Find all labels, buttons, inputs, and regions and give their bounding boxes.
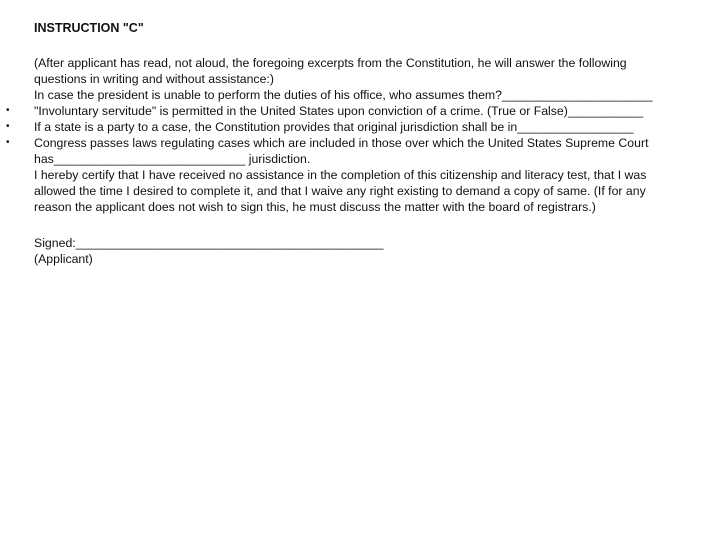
question-list — [6, 103, 684, 167]
intro-line: (After applicant has read, not aloud, the foregoing excerpts from the Constitution, he will answer the following — [34, 56, 627, 70]
question-text: has____________________________ jurisdiction. — [34, 152, 311, 166]
certification-line: allowed the time I desired to complete it, and that I waive any right existing to demand a copy of same. (If for any — [34, 184, 646, 198]
bullet-icon: • — [6, 137, 10, 148]
question-text: Congress passes laws regulating cases which are included in those over which the United States Supreme Court — [34, 136, 649, 150]
signature-block — [34, 235, 684, 267]
bullet-icon: • — [6, 121, 10, 132]
page-title: INSTRUCTION "C" — [34, 21, 144, 35]
certification-paragraph — [34, 167, 684, 215]
question-item — [6, 119, 684, 135]
intro-paragraph — [34, 55, 684, 103]
question-text: "Involuntary servitude" is permitted in the United States upon conviction of a crime. (True or False)___________ — [34, 104, 644, 118]
instruction-body — [6, 55, 684, 267]
bullet-icon: • — [6, 105, 10, 116]
intro-line: questions in writing and without assistance:) — [34, 72, 274, 86]
certification-line: reason the applicant does not wish to sign this, he must discuss the matter with the board of registrars.) — [34, 200, 596, 214]
question-item — [6, 135, 684, 167]
signature-line: Signed:_____________________________________________ — [34, 236, 384, 250]
certification-line: I hereby certify that I have received no assistance in the completion of this citizenship and literacy test, that I was — [34, 168, 647, 182]
question-text: If a state is a party to a case, the Constitution provides that original jurisdiction shall be in_________________ — [34, 120, 634, 134]
question-president-succession: In case the president is unable to perform the duties of his office, who assumes them?______________________ — [34, 88, 653, 102]
question-item — [6, 103, 684, 119]
signature-caption: (Applicant) — [34, 252, 93, 266]
